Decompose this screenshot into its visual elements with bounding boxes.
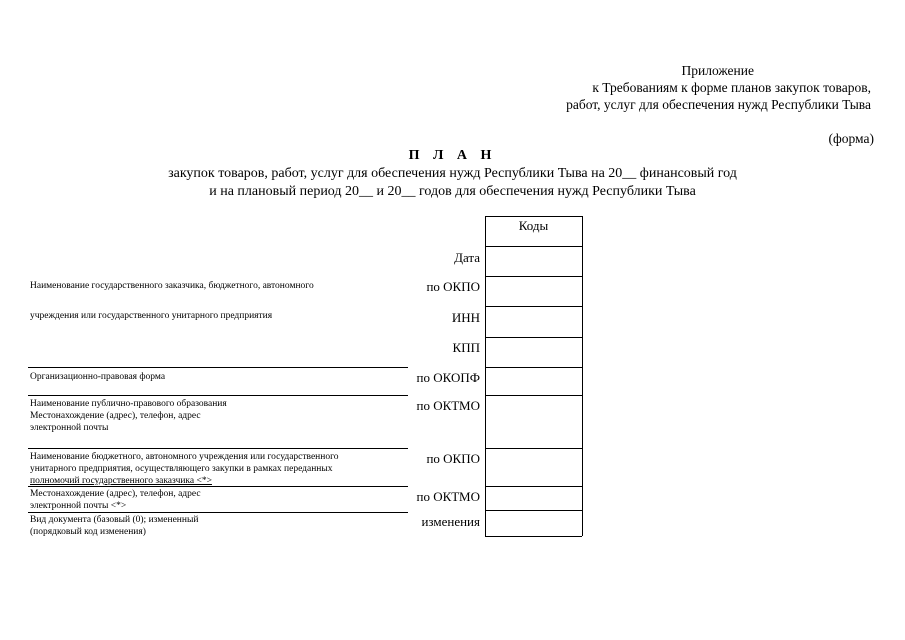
form-note: (форма) [828,131,874,146]
appendix-line-1: Приложение [681,63,754,78]
location-label-line-2: электронной почты <*> [30,501,127,511]
plan-subtitle-line-1: закупок товаров, работ, услуг для обеспечения нужд Республики Тыва на 20__ финансовый год [168,166,737,181]
codes-table-divider [485,448,582,449]
label-changes: изменения [421,514,480,529]
customer-name-label-2: учреждения или государственного унитарного предприятия [30,311,273,321]
delegated-org-label [30,451,339,487]
appendix-line-2: к Требованиям к форме планов закупок товаров, [592,80,871,95]
separator-line [28,367,408,368]
codes-table-divider [485,395,582,396]
codes-table-right-border [582,216,583,536]
appendix-header [566,62,871,113]
label-okpo: по ОКПО [426,279,480,294]
codes-table-top-border [485,216,582,217]
separator-line [28,512,408,513]
location-label-line-1: Местонахождение (адрес), телефон, адрес [30,489,201,499]
appendix-line-3: работ, услуг для обеспечения нужд Республики Тыва [566,97,871,112]
label-oktmo: по ОКТМО [416,398,480,413]
municipality-label-line-1: Наименование публично-правового образования [30,399,227,409]
codes-table-divider [485,337,582,338]
doc-type-label [30,514,198,538]
municipality-label-line-3: электронной почты [30,423,109,433]
doc-type-label-line-2: (порядковый код изменения) [30,527,146,537]
label-oktmo-delegated: по ОКТМО [416,489,480,504]
municipality-label [30,398,227,434]
label-okopf: по ОКОПФ [416,370,480,385]
label-date: Дата [454,250,480,265]
delegated-org-label-line-2: унитарного предприятия, осуществляющего закупки в рамках переданных [30,464,333,474]
legal-form-label: Организационно-правовая форма [30,372,166,382]
delegated-org-label-line-1: Наименование бюджетного, автономного учреждения или государственного [30,452,339,462]
plan-title: П Л А Н [408,148,497,163]
doc-type-label-line-1: Вид документа (базовый (0); измененный [30,515,199,525]
codes-header: Коды [518,218,549,233]
codes-table-divider [485,306,582,307]
codes-table-divider [485,276,582,277]
codes-table-divider [485,486,582,487]
label-kpp: КПП [452,340,480,355]
plan-subtitle-line-2: и на плановый период 20__ и 20__ годов для обеспечения нужд Республики Тыва [209,184,696,199]
codes-table-divider [485,246,582,247]
customer-name-label-1: Наименование государственного заказчика, бюджетного, автономного [30,281,314,291]
codes-table-left-border [485,216,486,536]
municipality-label-line-2: Местонахождение (адрес), телефон, адрес [30,411,201,421]
label-okpo-delegated: по ОКПО [426,451,480,466]
delegated-org-label-line-3: полномочий государственного заказчика <*> [30,476,212,486]
separator-line [28,448,408,449]
location-label [30,488,201,512]
separator-line [28,395,408,396]
label-inn: ИНН [451,310,480,325]
codes-table-divider [485,510,582,511]
codes-table-bottom-border [485,536,582,537]
separator-line [28,486,408,487]
codes-table-divider [485,367,582,368]
